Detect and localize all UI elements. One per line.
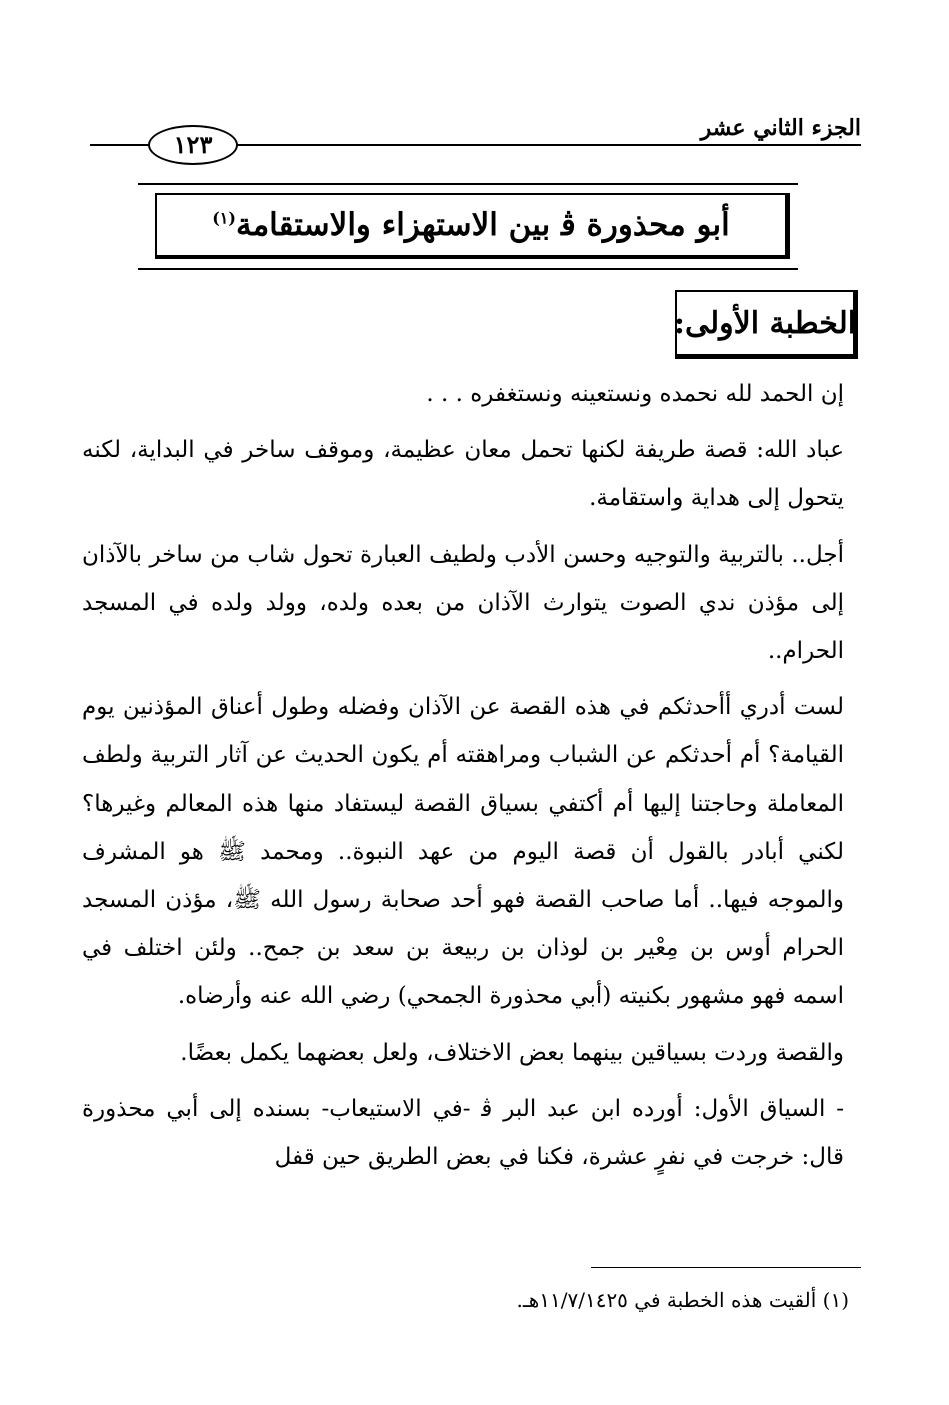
paragraph: والقصة وردت بسياقين بينهما بعض الاختلاف، ولعل بعضهما يكمل بعضًا.: [180, 1039, 844, 1066]
section-frame: [675, 290, 858, 359]
paragraph: أجل.. بالتربية والتوجيه وحسن الأدب ولطيف العبارة تحول شاب من ساخر بالآذان إلى مؤذن ندي الصوت يتوارث الآذان من بعده ولده، وولد ولده في المسجد الحرام..: [82, 541, 844, 665]
footnote: (١) ألقيت هذه الخطبة في ١١/٧/١٤٢٥هـ.: [516, 1288, 849, 1312]
title-footnote-marker: (١): [212, 208, 236, 228]
chapter-title-text: أبو محذورة ﭬ بين الاستهزاء والاستقامة: [235, 207, 730, 243]
paragraph: عباد الله: قصة طريفة لكنها تحمل معان عظيمة، وموقف ساخر في البداية، لكنه يتحول إلى هداية واستقامة.: [82, 437, 844, 512]
running-header: الجزء الثاني عشر: [700, 115, 861, 141]
paragraph: - السياق الأول: أورده ابن عبد البر ﭬ -في الاستيعاب- بسنده إلى أبي محذورة قال: خرجت في نفرٍ عشرة، فكنا في بعض الطريق حين قفل: [82, 1095, 844, 1171]
body-text: [82, 370, 844, 1189]
paragraph: إن الحمد لله نحمده ونستعينه ونستغفره . . .: [426, 381, 844, 407]
page-number: ١٢٣: [148, 125, 238, 165]
paragraph: لست أدري أأحدثكم في هذه القصة عن الآذان وفضله وطول أعناق المؤذنين يوم القيامة؟ أم أحدثكم عن الشباب ومراهقته أم يكون الحديث عن آثار التربية ولطف المعاملة وحاجتنا إليها أم أكتفي بسياق القصة ليستفاد منها هذه المعالم وغيرها؟ لكني أبادر بالقول أن قصة اليوم من عهد النبوة.. ومحمد ﷺ هو المشرف والموجه فيها.. أما صاحب القصة فهو أحد صحابة رسول الله ﷺ، مؤذن المسجد الحرام أوس بن مِعْير بن لوذان بن ربيعة بن سعد بن جمح.. ولئن اختلف في اسمه فهو مشهور بكنيته (أبي محذورة الجمحي) رضي الله عنه وأرضاه.: [82, 694, 844, 1010]
chapter-title: [212, 207, 730, 243]
title-frame: [155, 193, 790, 259]
footnote-rule: [591, 1267, 861, 1268]
section-heading: الخطبة الأولى:: [673, 305, 857, 341]
